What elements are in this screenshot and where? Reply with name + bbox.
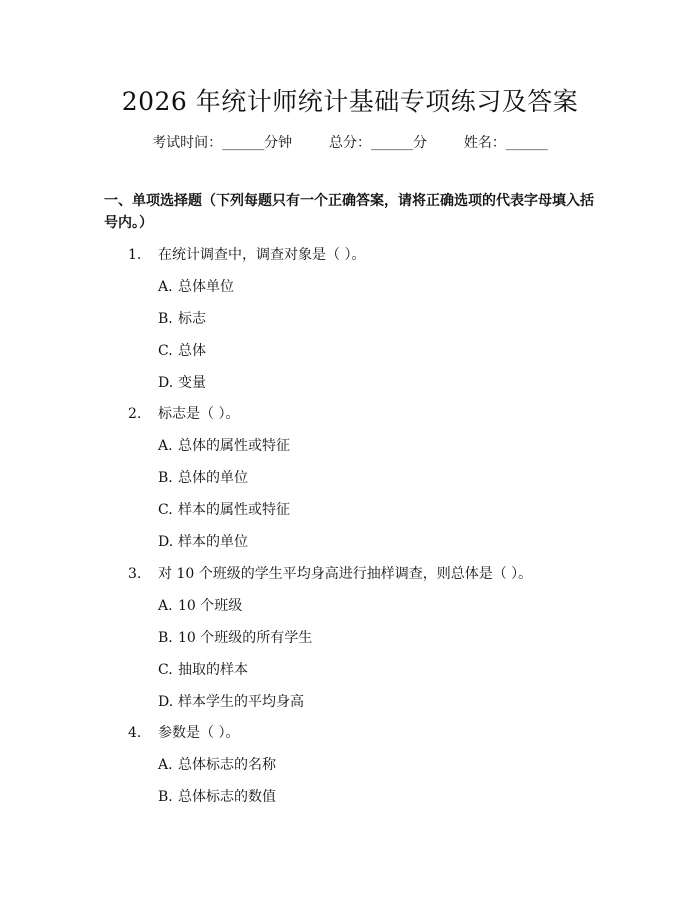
option-text: 10 个班级 [178, 598, 243, 614]
option-text: 总体标志的名称 [178, 757, 276, 773]
option-text: 总体的单位 [178, 470, 248, 486]
question-3-option-b [158, 627, 312, 647]
option-letter: C. [158, 502, 173, 518]
option-letter: C. [158, 343, 173, 359]
option-letter: C. [158, 662, 173, 678]
question-1-option-b [158, 308, 206, 328]
option-text: 样本的属性或特征 [178, 502, 290, 518]
option-letter: A. [158, 757, 173, 773]
exam-time-label: 考试时间： [152, 135, 223, 151]
question-number: 1. [128, 247, 142, 263]
option-letter: A. [158, 279, 173, 295]
question-3-option-d [158, 691, 304, 711]
option-text: 总体的属性或特征 [178, 438, 290, 454]
option-letter: D. [158, 694, 174, 710]
exam-time-blank: ______ [222, 135, 265, 151]
question-1-option-d [158, 372, 206, 392]
question-2 [128, 403, 239, 423]
total-score-label: 总分： [329, 135, 371, 151]
question-2-option-a [158, 435, 290, 455]
option-letter: B. [158, 789, 173, 805]
option-letter: B. [158, 470, 173, 486]
option-text: 总体标志的数值 [178, 789, 276, 805]
total-score-unit: 分 [413, 135, 427, 151]
option-letter: A. [158, 438, 173, 454]
exam-info-line [0, 132, 700, 152]
section-heading: 一、单项选择题（下列每题只有一个正确答案，请将正确选项的代表字母填入括号内。） [104, 193, 594, 231]
option-text: 样本学生的平均身高 [178, 694, 304, 710]
question-3-option-c [158, 659, 248, 679]
name-label: 姓名： [463, 135, 506, 151]
question-1 [128, 244, 365, 264]
question-number: 2. [128, 406, 142, 422]
question-4 [128, 722, 239, 742]
option-text: 抽取的样本 [178, 662, 248, 678]
option-letter: B. [158, 311, 173, 327]
question-3-option-a [158, 595, 242, 615]
question-4-option-b [158, 786, 276, 806]
question-4-option-a [158, 754, 276, 774]
option-text: 变量 [178, 375, 206, 391]
question-text: 对 10 个班级的学生平均身高进行抽样调查，则总体是（ ）。 [158, 566, 533, 582]
name-blank: ______ [505, 135, 548, 151]
question-2-option-d [158, 531, 248, 551]
question-1-option-a [158, 276, 234, 296]
option-text: 标志 [178, 311, 206, 327]
option-letter: A. [158, 598, 173, 614]
option-letter: D. [158, 375, 174, 391]
question-3 [128, 563, 532, 583]
question-2-option-c [158, 499, 290, 519]
question-2-option-b [158, 467, 248, 487]
exam-time-unit: 分钟 [264, 135, 293, 151]
option-text: 总体单位 [178, 279, 234, 295]
total-score-blank: ______ [371, 135, 413, 151]
question-number: 3. [128, 566, 142, 582]
page-title: 2026 年统计师统计基础专项练习及答案 [121, 87, 579, 116]
question-number: 4. [128, 725, 142, 741]
question-text: 在统计调查中，调查对象是（ ）。 [158, 247, 366, 263]
option-text: 10 个班级的所有学生 [178, 630, 313, 646]
option-letter: B. [158, 630, 173, 646]
question-text: 标志是（ ）。 [158, 406, 240, 422]
question-text: 参数是（ ）。 [158, 725, 240, 741]
question-1-option-c [158, 340, 206, 360]
option-text: 总体 [178, 343, 206, 359]
option-letter: D. [158, 534, 174, 550]
option-text: 样本的单位 [178, 534, 248, 550]
